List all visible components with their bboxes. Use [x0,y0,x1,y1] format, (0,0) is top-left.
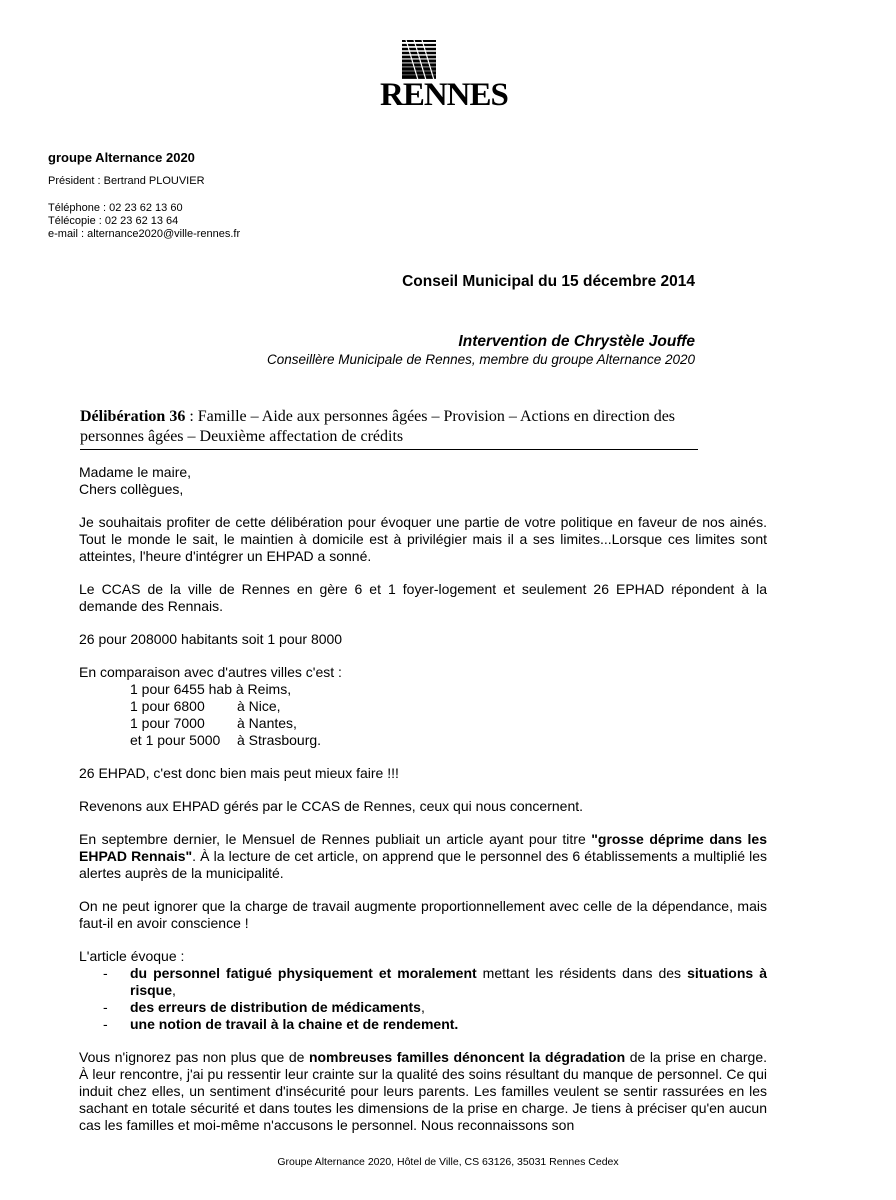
intervention-title: Intervention de Chrystèle Jouffe [458,333,695,350]
salutation-line-1: Madame le maire, [79,464,192,480]
paragraph-8-end: de la prise en charge. À leur rencontre, j'ai pu ressentir leur crainte sur la qualité des soins résultant du manque de personnel. Ce qui induit chez elles, un sentiment d'insécurité pour leurs parents. Les familles veulent se sentir rassurées en les sachant en totale sécurité et dans toutes les dimensions de la prise en charge. Je tiens à préciser qu'en aucun cas les familles et moi-même n'accusons le personnel. Nous reconnaissons son [79,1049,767,1133]
bullet-dash: - [103,965,108,981]
comparison-ratio: 1 pour 6800 [130,698,205,714]
paragraph-6 [79,831,767,882]
bullet-1-bold-2: situations à risque [130,965,767,998]
paragraph-8-bold: nombreuses familles dénoncent la dégradation [308,1049,626,1065]
bullet-3-bold: une notion de travail à la chaine et de rendement. [130,1016,459,1032]
contact-block [48,202,240,241]
comparison-city: 1 pour 6455 hab à Reims, [130,681,292,697]
deliberation-heading [80,407,700,447]
list-item [79,999,767,1016]
paragraph-8 [79,1049,767,1134]
comparison-block [79,664,767,749]
logo-wordmark: RENNES [380,77,508,113]
comparison-intro: En comparaison avec d'autres villes c'est : [79,664,342,680]
deliberation-rule [80,449,698,450]
phone-line: Téléphone : 02 23 62 13 60 [48,202,183,214]
comparison-row [79,732,767,749]
paragraph-4: 26 EHPAD, c'est donc bien mais peut mieux faire !!! [79,765,399,781]
list-item [79,965,767,999]
group-name: groupe Alternance 2020 [48,150,195,165]
meeting-title: Conseil Municipal du 15 décembre 2014 [402,273,695,290]
paragraph-2: Le CCAS de la ville de Rennes en gère 6 et 1 foyer-logement et seulement 26 EPHAD répondent à la demande des Rennais. [79,581,767,614]
salutation [79,464,767,498]
comparison-ratio: 1 pour 7000 [130,715,205,731]
article-intro: L'article évoque : [79,948,185,964]
comparison-city: à Nantes, [237,715,297,731]
paragraph-8-start: Vous n'ignorez pas non plus que de [79,1049,309,1065]
rennes-logo [380,40,508,113]
bullet-dash: - [103,1016,108,1032]
rennes-city-logo-icon [380,40,468,80]
article-title: "grosse déprime dans les EHPAD Rennais" [79,831,767,864]
paragraph-1: Je souhaitais profiter de cette délibération pour évoquer une partie de votre politique en faveur de nos ainés. Tout le monde le sait, le maintien à domicile est à privilégier mais il a ses limites...Lorsque ces limites sont atteintes, l'heure d'intégrer un EHPAD a sonné. [79,514,767,564]
president-line: Président : Bertrand PLOUVIER [48,175,205,187]
bullet-1-bold: du personnel fatigué physiquement et moralement [130,965,477,981]
article-points-list [79,965,767,1033]
paragraph-6-end: . À la lecture de cet article, on apprend que le personnel des 6 établissements a multiplié les alertes auprès de la municipalité. [79,848,767,881]
paragraph-7: On ne peut ignorer que la charge de travail augmente proportionnellement avec celle de la dépendance, mais faut-il en avoir conscience ! [79,898,767,931]
salutation-line-2: Chers collègues, [79,481,184,497]
deliberation-text: : Famille – Aide aux personnes âgées – Provision – Actions en direction des personnes âgées – Deuxième affectation de crédits [80,408,676,445]
deliberation-label: Délibération 36 [80,408,186,425]
bullet-2-bold: des erreurs de distribution de médicaments [130,999,421,1015]
speech-body [79,464,767,1150]
comparison-ratio: et 1 pour 5000 [130,732,221,748]
comparison-row [79,715,767,732]
comparison-city: à Nice, [237,698,281,714]
bullet-2-end: , [420,999,425,1015]
paragraph-3: 26 pour 208000 habitants soit 1 pour 8000 [79,631,343,647]
list-item [79,1016,767,1033]
bullet-1-end: , [172,982,176,998]
comparison-row [79,681,767,698]
bullet-1-mid: mettant les résidents dans des [476,965,688,981]
bullet-dash: - [103,999,108,1015]
fax-line: Télécopie : 02 23 62 13 64 [48,215,179,227]
paragraph-5: Revenons aux EHPAD gérés par le CCAS de Rennes, ceux qui nous concernent. [79,798,584,814]
speaker-role: Conseillère Municipale de Rennes, membre du groupe Alternance 2020 [266,352,695,367]
email-line: e-mail : alternance2020@ville-rennes.fr [48,228,241,240]
comparison-row [79,698,767,715]
paragraph-6-start: En septembre dernier, le Mensuel de Rennes publiait un article ayant pour titre [79,831,592,847]
page-footer: Groupe Alternance 2020, Hôtel de Ville, CS 63126, 35031 Rennes Cedex [277,1156,619,1168]
comparison-city: à Strasbourg. [237,732,322,748]
